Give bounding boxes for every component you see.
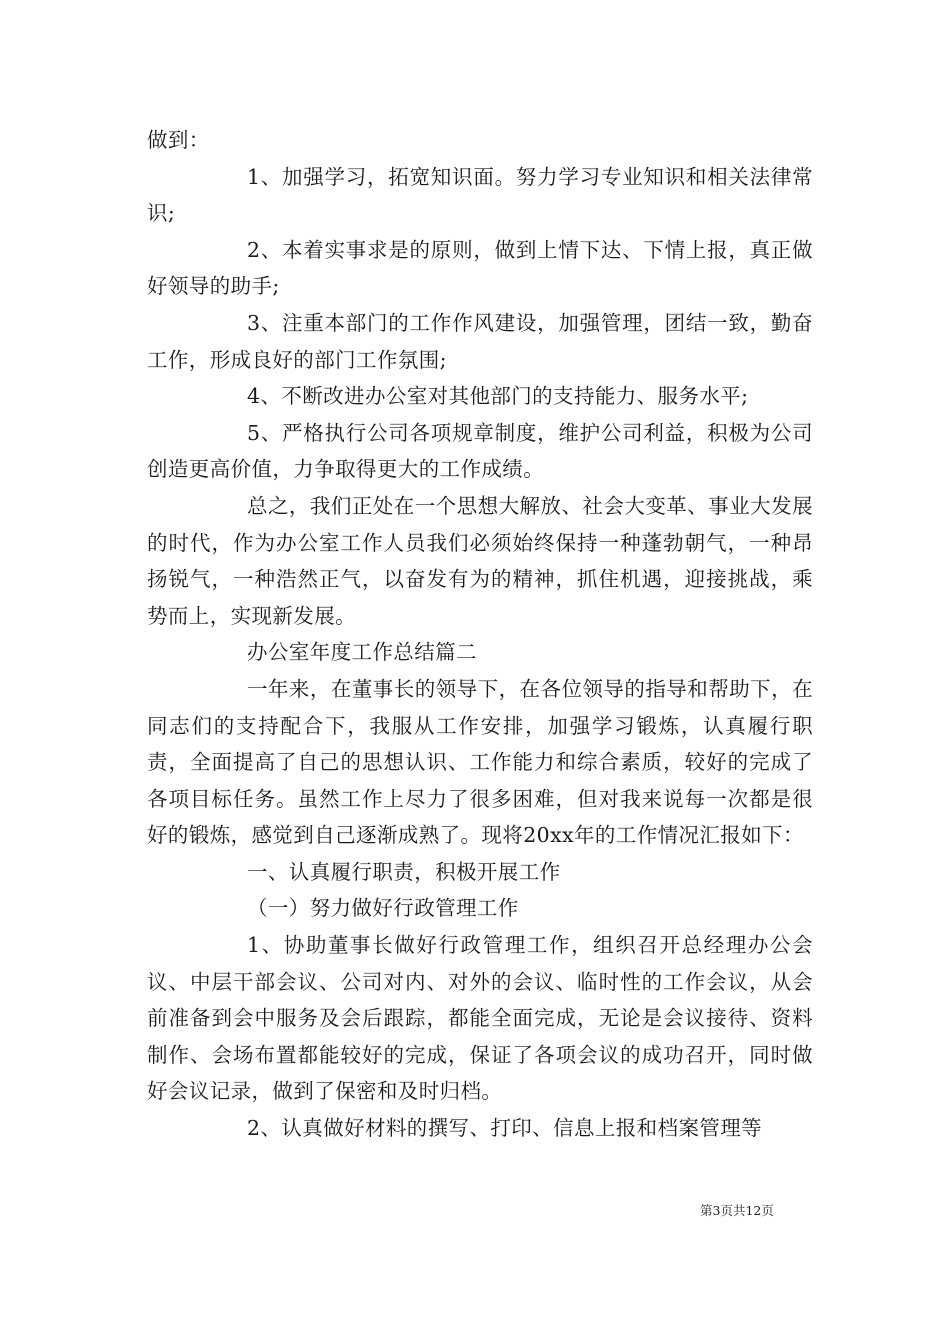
paragraph: 5、严格执行公司各项规章制度，维护公司利益，积极为公司创造更高价值，力争取得更大的工作成绩。: [147, 420, 813, 482]
document-body: [147, 122, 813, 1147]
page-number: 第3页共12页: [700, 1203, 774, 1218]
paragraph: 总之，我们正处在一个思想大解放、社会大变革、事业大发展的时代，作为办公室工作人员我们必须始终保持一种蓬勃朝气，一种昂扬锐气，一种浩然正气，以奋发有为的精神，抓住机遇，迎接挑战，乘势而上，实现新发展。: [147, 493, 813, 628]
paragraph: 做到：: [147, 128, 210, 152]
paragraph: 2、认真做好材料的撰写、打印、信息上报和档案管理等: [247, 1116, 763, 1141]
section-heading: 办公室年度工作总结篇二: [247, 640, 477, 665]
subsection-heading: （一）努力做好行政管理工作: [247, 896, 519, 921]
paragraph: 1、协助董事长做好行政管理工作，组织召开总经理办公会议、中层干部会议、公司对内、对外的会议、临时性的工作会议，从会前准备到会中服务及会后跟踪，都能全面完成，无论是会议接待、资料制作、会场布置都能较好的完成，保证了各项会议的成功召开，同时做好会议记录，做到了保密和及时归档。: [147, 933, 813, 1104]
paragraph: 1、加强学习，拓宽知识面。努力学习专业知识和相关法律常识;: [147, 164, 813, 226]
section-heading: 一、认真履行职责，积极开展工作: [247, 859, 561, 884]
paragraph: 2、本着实事求是的原则，做到上情下达、下情上报，真正做好领导的助手;: [147, 237, 813, 299]
paragraph: 一年来，在董事长的领导下，在各位领导的指导和帮助下，在同志们的支持配合下，我服从工作安排，加强学习锻炼，认真履行职责，全面提高了自己的思想认识、工作能力和综合素质，较好的完成了各项目标任务。虽然工作上尽力了很多困难，但对我来说每一次都是很好的锻炼，感觉到自己逐渐成熟了。现将20xx年的工作情况汇报如下：: [147, 676, 813, 848]
paragraph: 3、注重本部门的工作作风建设，加强管理，团结一致，勤奋工作，形成良好的部门工作氛围;: [147, 310, 813, 372]
paragraph: 4、不断改进办公室对其他部门的支持能力、服务水平;: [247, 384, 749, 409]
